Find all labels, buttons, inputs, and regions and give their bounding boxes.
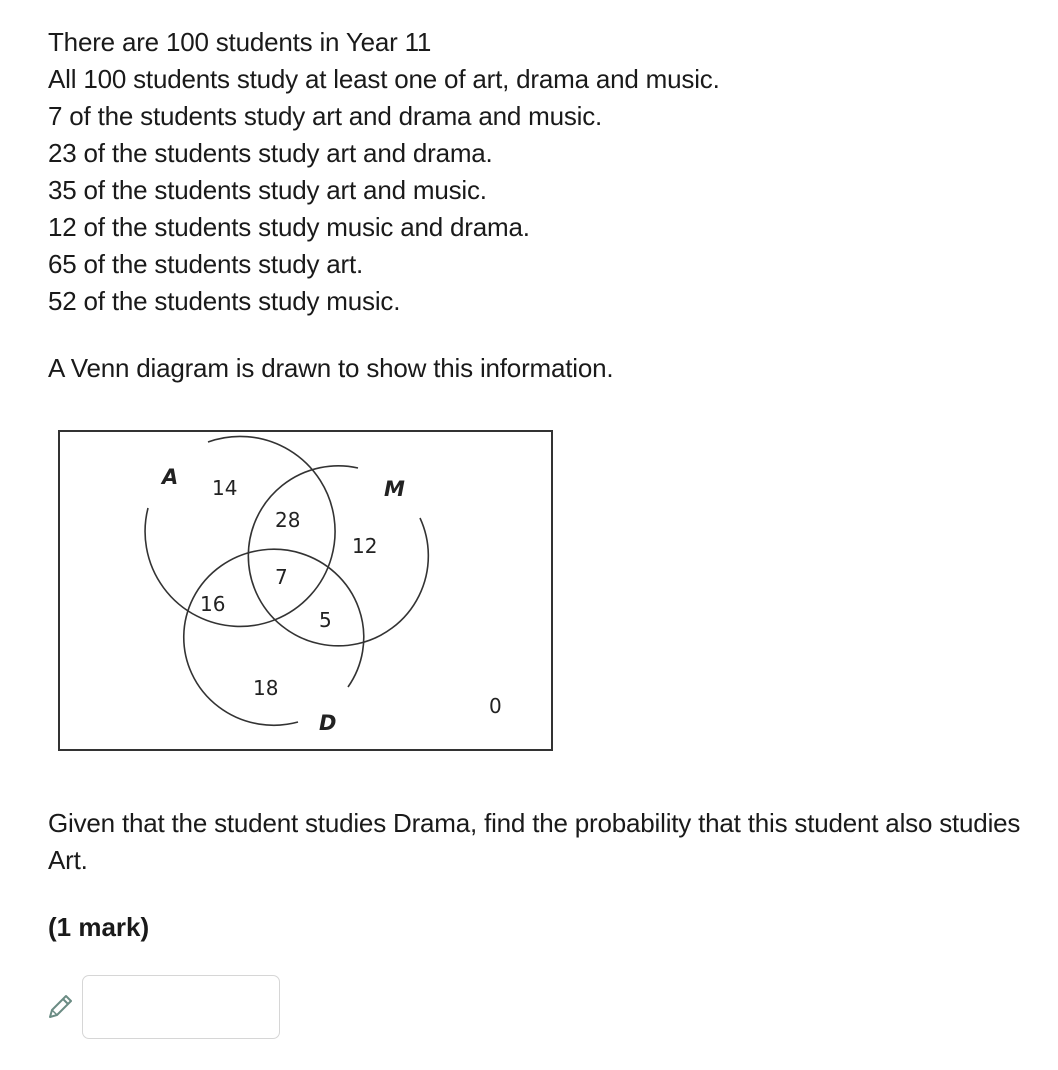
statement-line: 52 of the students study music. xyxy=(48,286,401,316)
region-music-only: 12 xyxy=(352,534,378,558)
statement-list xyxy=(48,24,1038,320)
universal-set-box xyxy=(59,431,552,750)
region-art-drama: 16 xyxy=(200,592,226,616)
question-text xyxy=(48,24,1038,320)
pencil-icon xyxy=(44,991,76,1023)
venn-intro-text: A Venn diagram is drawn to show this information. xyxy=(48,353,614,383)
statement-line: 23 of the students study art and drama. xyxy=(48,138,493,168)
region-outside: 0 xyxy=(489,694,502,718)
venn-diagram xyxy=(58,430,554,752)
set-label-art: A xyxy=(162,465,179,489)
statement-line: 35 of the students study art and music. xyxy=(48,175,487,205)
region-music-drama: 5 xyxy=(319,608,332,632)
venn-svg xyxy=(58,430,554,752)
statement-line: 7 of the students study art and drama and music. xyxy=(48,101,603,131)
region-art-music: 28 xyxy=(275,508,301,532)
region-drama-only: 18 xyxy=(253,676,279,700)
region-all-three: 7 xyxy=(275,565,288,589)
region-art-only: 14 xyxy=(212,476,238,500)
statement-line: 12 of the students study music and drama. xyxy=(48,212,530,242)
set-label-music: M xyxy=(384,477,405,501)
statement-line: All 100 students study at least one of art, drama and music. xyxy=(48,64,720,94)
statement-line: 65 of the students study art. xyxy=(48,249,364,279)
answer-input[interactable] xyxy=(82,975,280,1039)
set-label-drama: D xyxy=(319,711,337,735)
answer-row xyxy=(44,973,280,1041)
question-prompt: Given that the student studies Drama, find the probability that this student also studies Art. xyxy=(48,808,1021,875)
statement-line: There are 100 students in Year 11 xyxy=(48,27,432,57)
marks-label: (1 mark) xyxy=(48,912,150,942)
